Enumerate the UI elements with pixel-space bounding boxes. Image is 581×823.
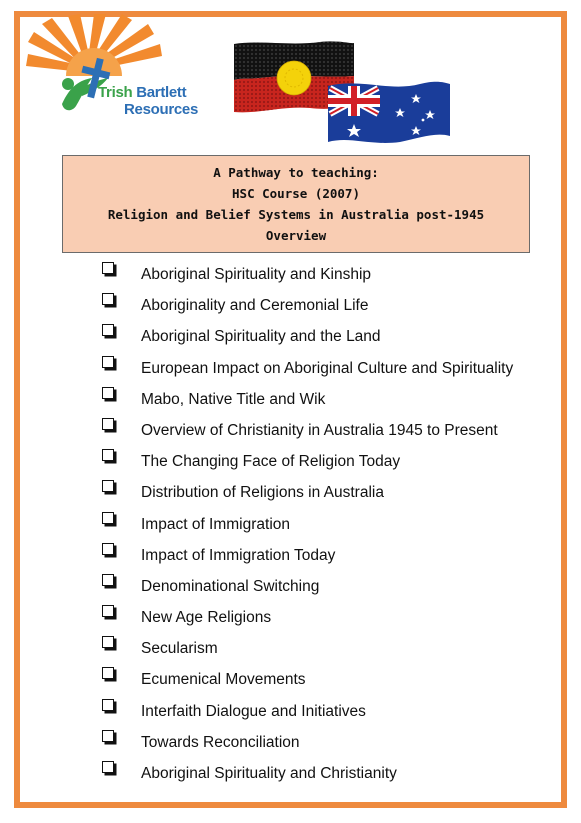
checkbox-icon[interactable] — [102, 512, 114, 524]
course-header — [62, 155, 530, 253]
header-line-course: HSC Course (2007) — [232, 186, 360, 201]
list-item — [100, 320, 540, 351]
australian-flag-icon — [328, 82, 450, 143]
trish-bartlett-logo — [22, 14, 199, 122]
topic-label: The Changing Face of Religion Today — [141, 453, 401, 471]
topic-label: Aboriginal Spirituality and Kinship — [141, 266, 372, 283]
topic-label: Interfaith Dialogue and Initiatives — [141, 702, 366, 720]
topic-label: Aboriginal Spirituality and the Land — [141, 328, 381, 346]
checkbox-icon[interactable] — [102, 543, 114, 555]
list-item — [100, 445, 540, 476]
topic-label: Impact of Immigration — [141, 515, 291, 533]
topic-label: Denominational Switching — [141, 577, 320, 595]
list-item — [100, 508, 540, 539]
checkbox-icon[interactable] — [102, 293, 114, 305]
topic-label: Distribution of Religions in Australia — [141, 484, 384, 502]
checkbox-icon[interactable] — [102, 480, 114, 492]
topic-label: Mabo, Native Title and Wik — [141, 390, 326, 408]
logo-name-first: Trish — [98, 84, 137, 101]
list-item — [100, 352, 540, 383]
topic-label: Secularism — [141, 640, 218, 658]
topic-label: Aboriginal Spirituality and Christianity — [141, 765, 397, 782]
topic-label: Towards Reconciliation — [141, 733, 300, 751]
checkbox-icon[interactable] — [102, 667, 114, 679]
list-item — [100, 289, 540, 320]
topic-label: Aboriginality and Ceremonial Life — [141, 297, 369, 315]
checkbox-icon[interactable] — [102, 730, 114, 742]
checkbox-icon[interactable] — [102, 262, 114, 274]
list-item — [100, 383, 540, 414]
logo-name-last: Bartlett — [136, 84, 187, 101]
list-item — [100, 632, 540, 663]
checkbox-icon[interactable] — [102, 636, 114, 648]
checkbox-icon[interactable] — [102, 387, 114, 399]
list-item — [100, 663, 540, 694]
list-item — [100, 414, 540, 445]
header-line-overview: Overview — [265, 228, 327, 243]
topic-label: Impact of Immigration Today — [141, 546, 336, 564]
topic-label: New Age Religions — [141, 609, 272, 627]
list-item — [100, 570, 540, 601]
checkbox-icon[interactable] — [102, 605, 114, 617]
flags-illustration — [230, 40, 455, 148]
list-item — [100, 601, 540, 632]
header-line-pathway: A Pathway to teaching: — [213, 165, 379, 180]
checkbox-icon[interactable] — [102, 356, 114, 368]
list-item — [100, 757, 540, 788]
topic-checklist — [100, 258, 540, 788]
checkbox-icon[interactable] — [102, 574, 114, 586]
topic-label: Overview of Christianity in Australia 1945 to Present — [141, 421, 498, 439]
list-item — [100, 539, 540, 570]
list-item — [100, 476, 540, 507]
checkbox-icon[interactable] — [102, 324, 114, 336]
checkbox-icon[interactable] — [102, 761, 114, 773]
checkbox-icon[interactable] — [102, 699, 114, 711]
list-item — [100, 258, 540, 289]
list-item — [100, 695, 540, 726]
logo-resources: Resources — [124, 101, 199, 118]
topic-label: Ecumenical Movements — [141, 671, 306, 689]
list-item — [100, 726, 540, 757]
checkbox-icon[interactable] — [102, 449, 114, 461]
topic-label: European Impact on Aboriginal Culture and Spirituality — [141, 359, 514, 377]
checkbox-icon[interactable] — [102, 418, 114, 430]
header-line-topic: Religion and Belief Systems in Australia post-1945 — [107, 207, 485, 222]
